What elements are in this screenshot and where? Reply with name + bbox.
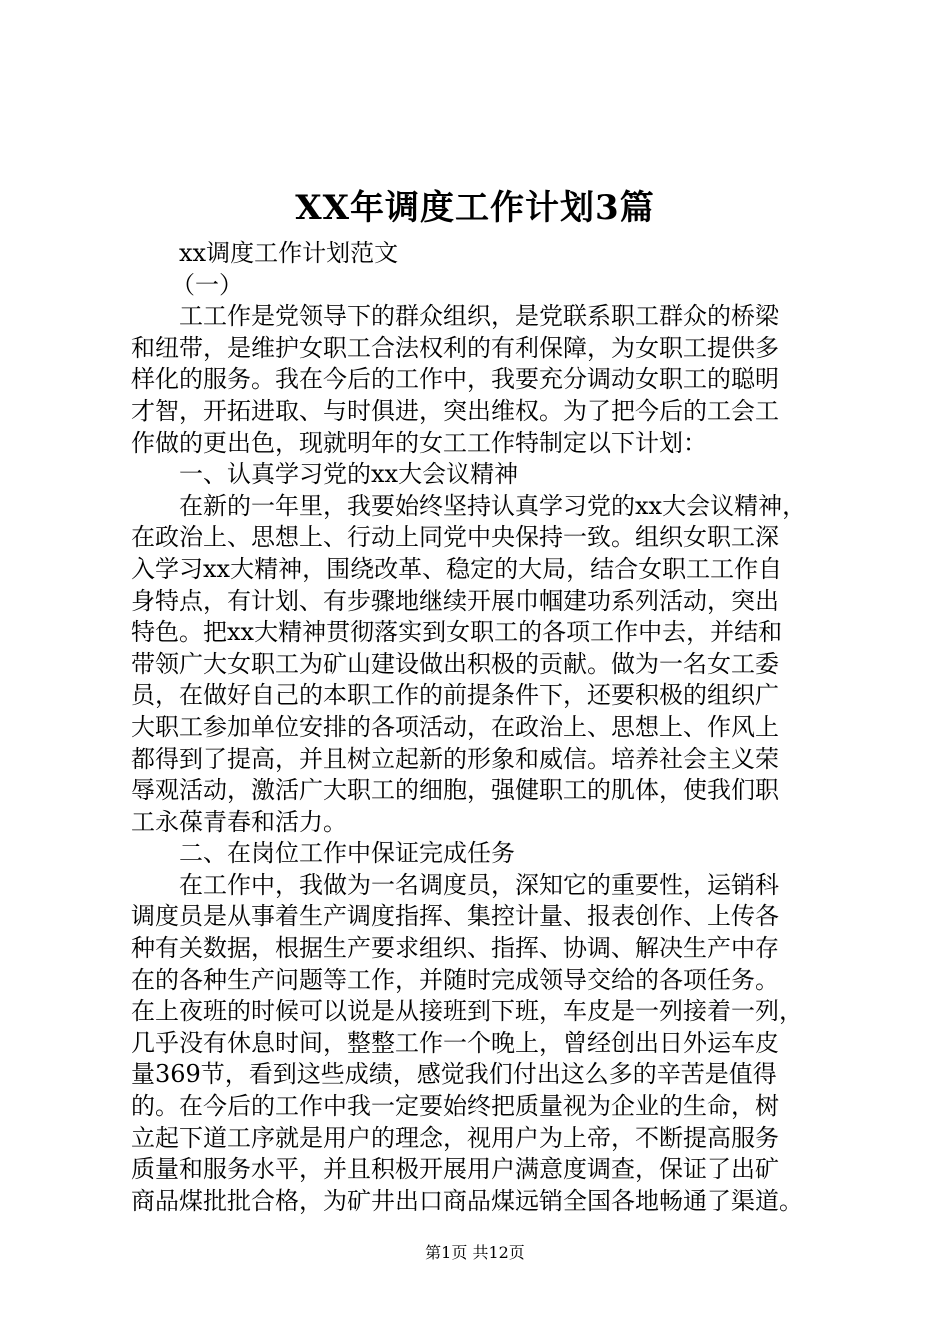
text-line: （一） [171, 270, 243, 299]
text-line: 立起下道工序就是用户的理念，视用户为上帝，不断提高服务 [131, 1123, 779, 1152]
document-title: XX年调度工作计划3篇 [295, 188, 655, 228]
text-line: 在工作中，我做为一名调度员，深知它的重要性，运销科 [179, 870, 779, 899]
text-line: 二、在岗位工作中保证完成任务 [179, 839, 515, 868]
text-line: 入学习xx大精神，围绕改革、稳定的大局，结合女职工工作自 [131, 554, 783, 583]
text-line: 作做的更出色，现就明年的女工工作特制定以下计划： [131, 428, 707, 457]
text-line: 调度员是从事着生产调度指挥、集控计量、报表创作、上传各 [131, 902, 779, 931]
text-line: xx调度工作计划范文 [179, 239, 399, 267]
text-line: 带领广大女职工为矿山建设做出积极的贡献。做为一名女工委 [131, 649, 779, 678]
text-line: 特色。把xx大精神贯彻落实到女职工的各项工作中去，并结和 [131, 618, 783, 647]
text-line: 一、认真学习党的xx大会议精神 [179, 460, 519, 489]
text-line: 的。在今后的工作中我一定要始终把质量视为企业的生命，树 [131, 1092, 779, 1121]
text-line: 几乎没有休息时间，整整工作一个晚上，曾经创出日外运车皮 [131, 1028, 779, 1057]
page-footer: 第1页 共12页 [425, 1243, 525, 1262]
text-line: 在上夜班的时候可以说是从接班到下班，车皮是一列接着一列， [131, 997, 803, 1026]
text-line: 大职工参加单位安排的各项活动，在政治上、思想上、作风上 [131, 712, 779, 741]
text-line: 身特点，有计划、有步骤地继续开展巾帼建功系列活动，突出 [131, 586, 779, 615]
text-line: 和纽带，是维护女职工合法权利的有利保障，为女职工提供多 [131, 333, 779, 362]
text-line: 工工作是党领导下的群众组织，是党联系职工群众的桥梁 [179, 302, 779, 331]
text-line: 员，在做好自己的本职工作的前提条件下，还要积极的组织广 [131, 681, 779, 710]
text-line: 才智，开拓进取、与时俱进，突出维权。为了把今后的工会工 [131, 396, 779, 425]
text-line: 辱观活动，激活广大职工的细胞，强健职工的肌体，使我们职 [131, 776, 779, 805]
text-line: 商品煤批批合格，为矿井出口商品煤远销全国各地畅通了渠道。 [131, 1186, 803, 1215]
text-line: 质量和服务水平，并且积极开展用户满意度调查，保证了出矿 [131, 1155, 779, 1184]
document-body [131, 238, 831, 1217]
text-line: 在新的一年里，我要始终坚持认真学习党的xx大会议精神， [179, 491, 807, 520]
text-line: 工永葆青春和活力。 [131, 807, 347, 836]
text-line: 在政治上、思想上、行动上同党中央保持一致。组织女职工深 [131, 523, 779, 552]
text-line: 种有关数据，根据生产要求组织、指挥、协调、解决生产中存 [131, 934, 779, 963]
text-line: 样化的服务。我在今后的工作中，我要充分调动女职工的聪明 [131, 365, 779, 394]
text-line: 量369节，看到这些成绩，感觉我们付出这么多的辛苦是值得 [131, 1060, 777, 1089]
text-line: 都得到了提高，并且树立起新的形象和威信。培养社会主义荣 [131, 744, 779, 773]
text-line: 在的各种生产问题等工作，并随时完成领导交给的各项任务。 [131, 965, 779, 994]
